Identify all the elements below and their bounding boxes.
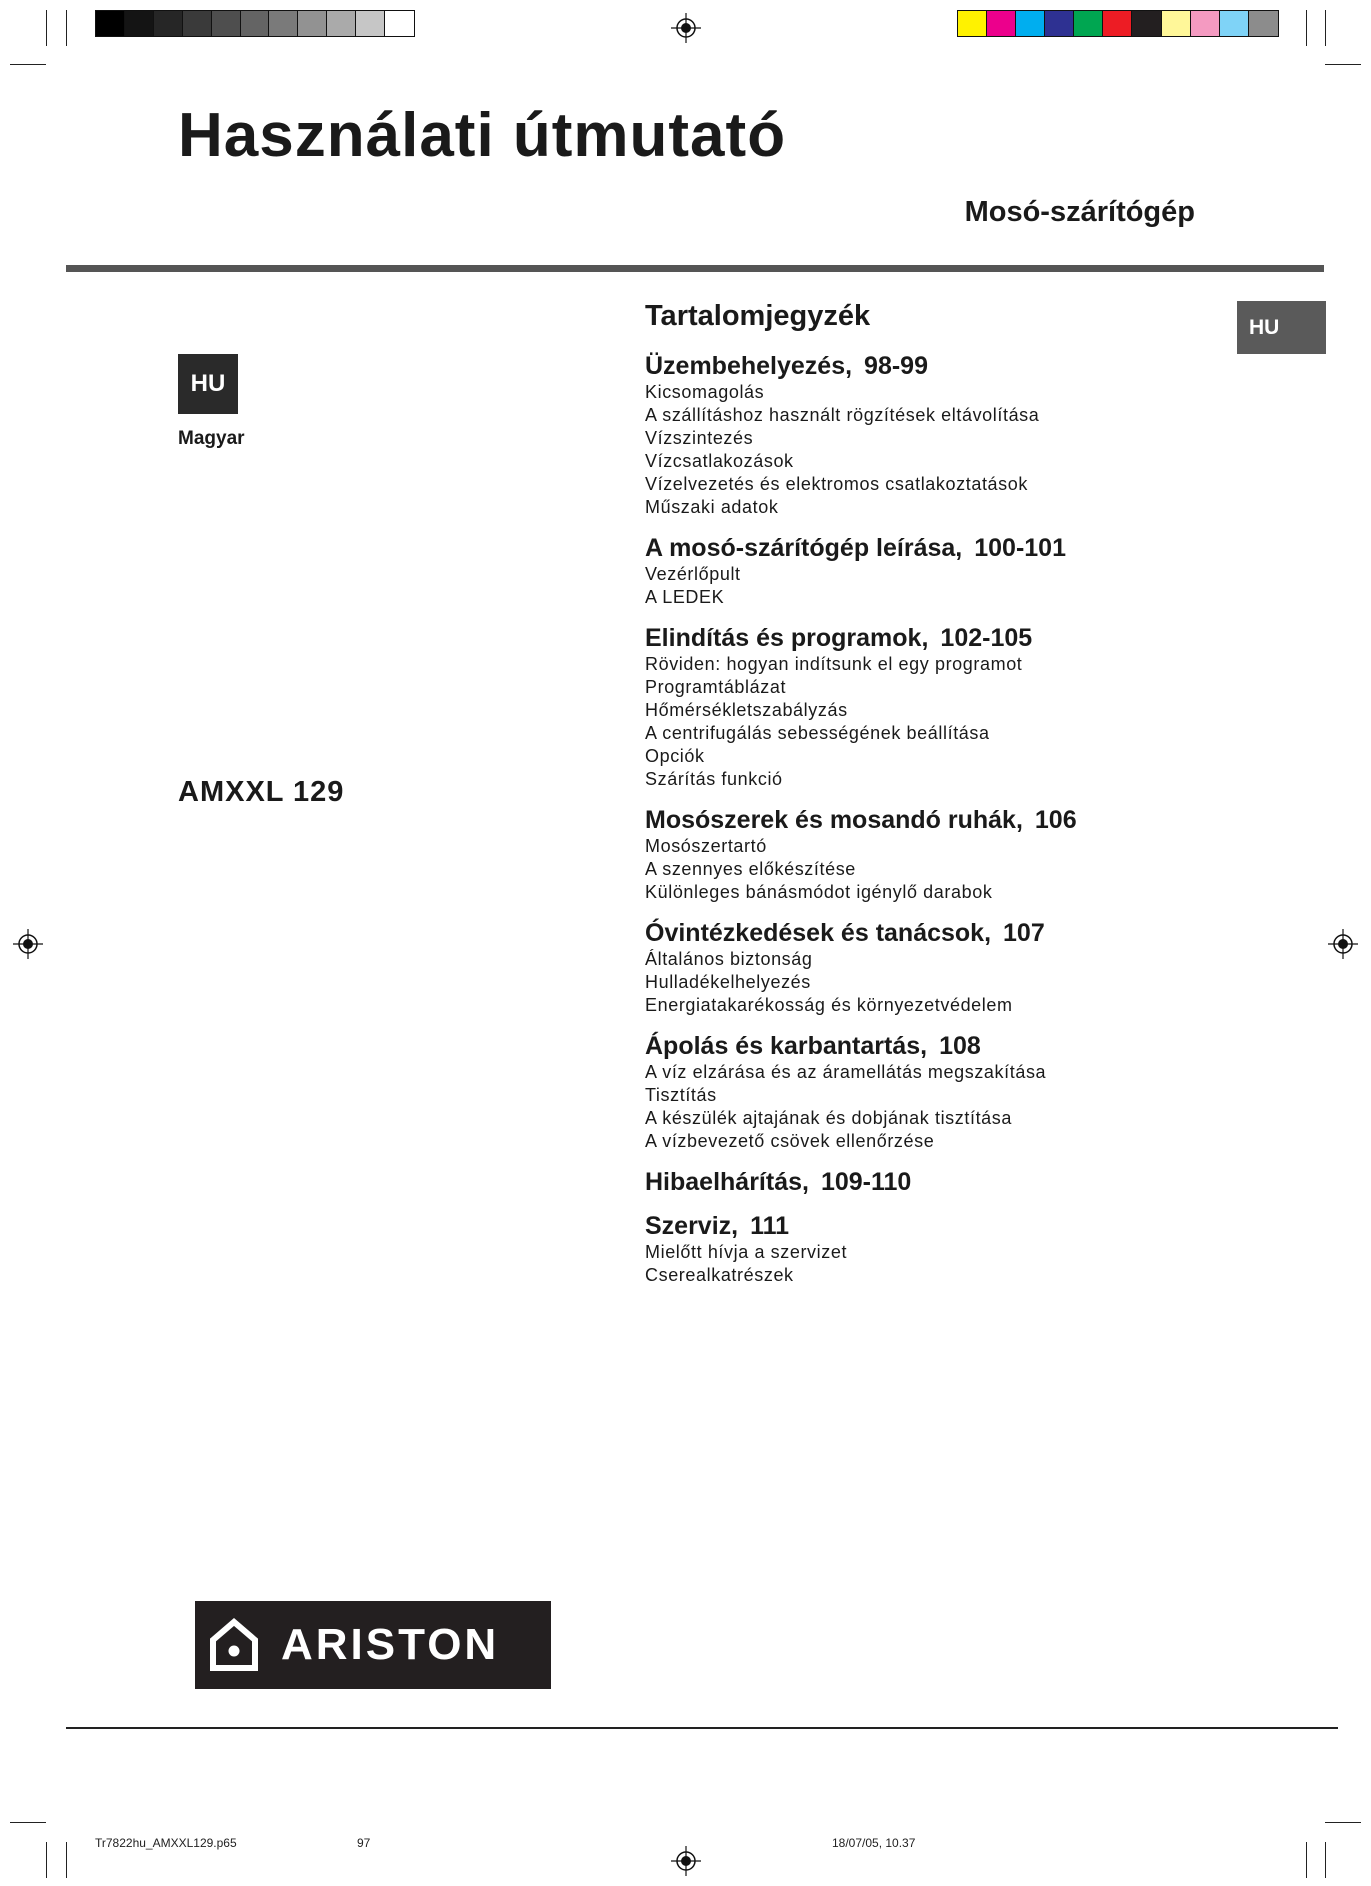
toc-heading: Tartalomjegyzék — [645, 300, 871, 332]
toc-sections — [645, 351, 1245, 1287]
grayscale-color-bar — [95, 10, 415, 37]
toc-section-name: A mosó-szárítógép leírása, — [645, 534, 963, 562]
toc-item: Műszaki adatok — [645, 497, 779, 517]
toc-section-pages: 100-101 — [974, 534, 1066, 562]
page-subtitle: Mosó-szárítógép — [964, 196, 1195, 228]
toc-section-name: Óvintézkedések és tanácsok, — [645, 919, 992, 947]
toc-item: Általános biztonság — [645, 949, 813, 969]
toc-section-pages: 102-105 — [940, 624, 1033, 652]
toc-section — [645, 918, 1245, 1017]
toc-item: A vízbevezető csövek ellenőrzése — [645, 1131, 935, 1151]
toc-section-name: Üzembehelyezés, — [645, 352, 853, 380]
crop-mark — [1325, 1822, 1361, 1823]
crop-mark — [1306, 1842, 1307, 1878]
color-swatch — [1103, 11, 1132, 36]
toc-section-name: Mosószerek és mosandó ruhák, — [645, 806, 1023, 834]
toc-item: A szállításhoz használt rögzítések eltávolítása — [645, 405, 1040, 425]
crop-mark — [10, 64, 46, 65]
toc-item: A LEDEK — [645, 587, 725, 607]
page-title: Használati útmutató — [178, 101, 787, 170]
color-swatch — [1016, 11, 1045, 36]
toc-item: A víz elzárása és az áramellátás megszakítása — [645, 1062, 1047, 1082]
brand-name: ARISTON — [281, 1620, 500, 1669]
registration-mark-icon — [13, 929, 43, 959]
color-swatch — [125, 11, 154, 36]
toc-item: Tisztítás — [645, 1085, 717, 1105]
color-swatch — [958, 11, 987, 36]
process-color-bar — [957, 10, 1279, 37]
registration-mark-icon — [671, 13, 701, 43]
registration-mark-icon — [671, 1846, 701, 1876]
color-swatch — [269, 11, 298, 36]
color-swatch — [987, 11, 1016, 36]
toc-section-title — [645, 1031, 1245, 1061]
ariston-logo — [195, 1601, 551, 1689]
toc-item: A szennyes előkészítése — [645, 859, 856, 879]
toc-item: Vízszintezés — [645, 428, 754, 448]
toc-section-pages: 108 — [939, 1032, 981, 1060]
toc-section-pages: 98-99 — [864, 352, 928, 380]
toc-section-pages: 106 — [1034, 806, 1077, 834]
toc-section — [645, 351, 1245, 519]
toc-item: Kicsomagolás — [645, 382, 765, 402]
language-code-badge: HU — [178, 354, 238, 414]
registration-mark-icon — [1328, 929, 1358, 959]
toc-item: Cserealkatrészek — [645, 1265, 794, 1285]
crop-mark — [10, 1822, 46, 1823]
color-swatch — [212, 11, 241, 36]
toc-item: Röviden: hogyan indítsunk el egy programot — [645, 654, 1023, 674]
toc-section — [645, 805, 1245, 904]
footer-page-number: 97 — [357, 1836, 371, 1850]
toc-item: Energiatakarékosság és környezetvédelem — [645, 995, 1013, 1015]
toc-section-name: Szerviz, — [645, 1212, 739, 1240]
model-number: AMXXL 129 — [178, 776, 345, 808]
color-swatch — [298, 11, 327, 36]
toc-section-title — [645, 533, 1245, 563]
footer-filename: Tr7822hu_AMXXL129.p65 — [95, 1836, 237, 1850]
toc-item: Programtáblázat — [645, 677, 787, 697]
toc-item: Mosószertartó — [645, 836, 767, 856]
toc-section — [645, 623, 1245, 791]
toc-section-title — [645, 1211, 1245, 1241]
toc-section-title — [645, 1167, 1245, 1197]
color-swatch — [1132, 11, 1161, 36]
toc-section — [645, 1211, 1245, 1287]
crop-mark — [66, 1842, 67, 1878]
toc-item: Mielőtt hívja a szervizet — [645, 1242, 848, 1262]
header-divider — [66, 265, 1324, 272]
toc-item: Vízelvezetés és elektromos csatlakoztatások — [645, 474, 1028, 494]
color-swatch — [1162, 11, 1191, 36]
color-swatch — [385, 11, 414, 36]
color-swatch — [1074, 11, 1103, 36]
color-swatch — [1249, 11, 1278, 36]
crop-mark — [66, 10, 67, 46]
toc-section — [645, 1031, 1245, 1153]
toc-section-pages: 107 — [1003, 919, 1045, 947]
footer-timestamp: 18/07/05, 10.37 — [832, 1836, 916, 1850]
toc-item: A centrifugálás sebességének beállítása — [645, 723, 990, 743]
language-name: Magyar — [178, 428, 245, 449]
color-swatch — [1191, 11, 1220, 36]
color-swatch — [1045, 11, 1074, 36]
toc-item: Különleges bánásmódot igénylő darabok — [645, 882, 993, 902]
table-of-contents — [645, 300, 1245, 1301]
color-swatch — [183, 11, 212, 36]
toc-section-title — [645, 918, 1245, 948]
crop-mark — [46, 10, 47, 46]
crop-mark — [46, 1842, 47, 1878]
color-swatch — [96, 11, 125, 36]
house-icon — [209, 1618, 259, 1672]
toc-section-name: Elindítás és programok, — [645, 624, 929, 652]
toc-section-pages: 109-110 — [820, 1168, 912, 1196]
toc-item: Opciók — [645, 746, 705, 766]
color-swatch — [1220, 11, 1249, 36]
color-swatch — [154, 11, 183, 36]
toc-section-name: Ápolás és karbantartás, — [645, 1032, 928, 1060]
crop-mark — [1325, 1842, 1326, 1878]
color-swatch — [241, 11, 270, 36]
crop-mark — [1325, 64, 1361, 65]
toc-section — [645, 533, 1245, 609]
toc-section-pages: 111 — [750, 1212, 790, 1240]
crop-mark — [1306, 10, 1307, 46]
toc-item: Vezérlőpult — [645, 564, 741, 584]
toc-item: Hőmérsékletszabályzás — [645, 700, 848, 720]
language-tab: HU — [1237, 301, 1326, 354]
footer-divider — [66, 1727, 1338, 1729]
crop-mark — [1325, 10, 1326, 46]
toc-section-title — [645, 623, 1245, 653]
toc-section-title — [645, 805, 1245, 835]
toc-item: Szárítás funkció — [645, 769, 783, 789]
color-swatch — [327, 11, 356, 36]
toc-item: Vízcsatlakozások — [645, 451, 794, 471]
toc-item: A készülék ajtajának és dobjának tisztítása — [645, 1108, 1012, 1128]
color-swatch — [356, 11, 385, 36]
toc-item: Hulladékelhelyezés — [645, 972, 811, 992]
toc-section-title — [645, 351, 1245, 381]
toc-section — [645, 1167, 1245, 1197]
toc-section-name: Hibaelhárítás, — [645, 1168, 809, 1196]
